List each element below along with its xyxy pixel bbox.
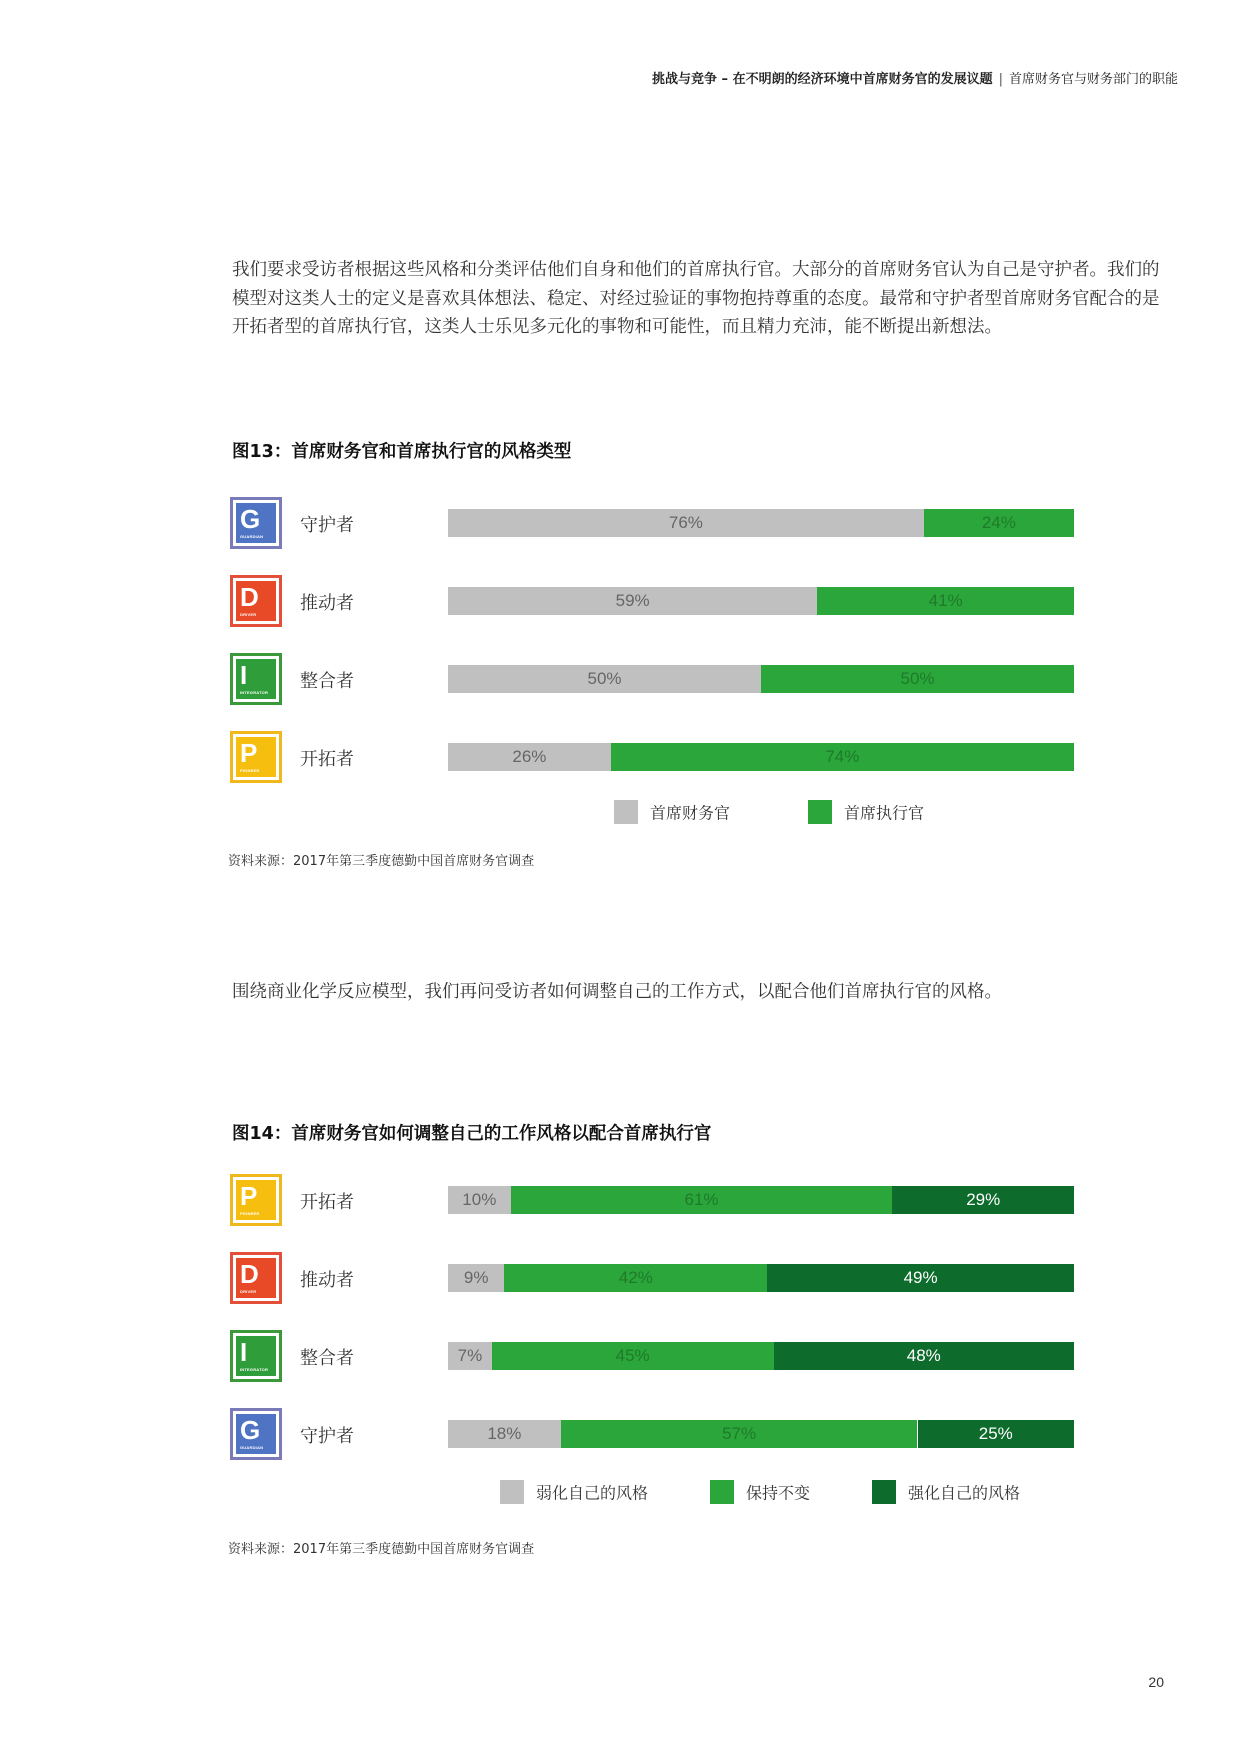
- legend-swatch: [710, 1480, 734, 1504]
- bar-segment: 76%: [448, 509, 924, 537]
- running-header: [652, 68, 1178, 87]
- legend-swatch: [808, 800, 832, 824]
- legend-item: [872, 1480, 1020, 1504]
- bar-segment: 74%: [611, 743, 1074, 771]
- chart-row: [230, 575, 1090, 633]
- bar-segment: 7%: [448, 1342, 492, 1370]
- category-label: 推动者: [300, 593, 354, 614]
- bar-segment: 29%: [892, 1186, 1074, 1214]
- legend-swatch: [500, 1480, 524, 1504]
- bar-segment: 41%: [817, 587, 1074, 615]
- stacked-bar: [448, 743, 1074, 771]
- legend-item: [808, 800, 924, 824]
- header-separator: |: [998, 72, 1003, 87]
- category-label: 守护者: [300, 515, 354, 536]
- legend-label: 保持不变: [746, 1483, 811, 1503]
- badge-fill: [236, 581, 276, 621]
- stacked-bar: [448, 509, 1074, 537]
- guardian-badge-icon: [230, 1408, 282, 1460]
- stacked-bar: [448, 1420, 1074, 1448]
- category-label: 整合者: [300, 1348, 354, 1369]
- bar-segment: 10%: [448, 1186, 511, 1214]
- badge-letter: I: [240, 660, 248, 690]
- badge-fill: [236, 737, 276, 777]
- bar-segment: 25%: [918, 1420, 1075, 1448]
- badge-word: PIONEER: [240, 768, 260, 773]
- badge-letter: I: [240, 1337, 248, 1367]
- badge-word: GUARDIAN: [240, 1445, 264, 1450]
- bar-segment: 26%: [448, 743, 611, 771]
- badge-letter: P: [240, 1181, 258, 1211]
- guardian-badge-icon: [230, 497, 282, 549]
- badge-fill: [236, 1336, 276, 1376]
- legend-label: 强化自己的风格: [908, 1483, 1021, 1503]
- figure-13-source: 资料来源：2017年第三季度德勤中国首席财务官调查: [228, 854, 535, 869]
- pioneer-badge-icon: [230, 731, 282, 783]
- figure-13-title: 图13：首席财务官和首席执行官的风格类型: [232, 442, 572, 462]
- legend-label: 弱化自己的风格: [536, 1483, 649, 1503]
- chart-row: [230, 1252, 1090, 1310]
- badge-letter: G: [240, 504, 261, 534]
- driver-badge-icon: [230, 1252, 282, 1304]
- badge-word: DRIVER: [240, 1289, 257, 1294]
- driver-badge-icon: [230, 575, 282, 627]
- stacked-bar: [448, 1342, 1074, 1370]
- badge-fill: [236, 1180, 276, 1220]
- legend-swatch: [614, 800, 638, 824]
- integrator-badge-icon: [230, 653, 282, 705]
- bar-segment: 24%: [924, 509, 1074, 537]
- bar-segment: 50%: [761, 665, 1074, 693]
- badge-fill: [236, 659, 276, 699]
- category-label: 开拓者: [300, 1192, 354, 1213]
- legend-item: [614, 800, 730, 824]
- legend-item: [710, 1480, 810, 1504]
- badge-letter: G: [240, 1415, 261, 1445]
- chart-row: [230, 653, 1090, 711]
- badge-letter: D: [240, 1259, 259, 1289]
- legend-swatch: [872, 1480, 896, 1504]
- badge-word: GUARDIAN: [240, 534, 264, 539]
- chart-row: [230, 497, 1090, 555]
- chart-row: [230, 731, 1090, 789]
- chart-row: [230, 1330, 1090, 1388]
- legend-item: [500, 1480, 648, 1504]
- bar-segment: 48%: [774, 1342, 1074, 1370]
- badge-letter: D: [240, 582, 259, 612]
- page-number: 20: [1148, 1674, 1164, 1690]
- bar-segment: 49%: [767, 1264, 1074, 1292]
- legend-label: 首席财务官: [650, 803, 731, 823]
- category-label: 守护者: [300, 1426, 354, 1447]
- bar-segment: 45%: [492, 1342, 774, 1370]
- category-label: 整合者: [300, 671, 354, 692]
- badge-word: DRIVER: [240, 612, 257, 617]
- bar-segment: 9%: [448, 1264, 504, 1292]
- middle-paragraph: 围绕商业化学反应模型，我们再问受访者如何调整自己的工作方式，以配合他们首席执行官的风格。: [232, 982, 1002, 1002]
- badge-word: PIONEER: [240, 1211, 260, 1216]
- badge-word: INTEGRATOR: [240, 1367, 269, 1372]
- bar-segment: 61%: [511, 1186, 893, 1214]
- chart-row: [230, 1174, 1090, 1232]
- badge-letter: P: [240, 738, 258, 768]
- pioneer-badge-icon: [230, 1174, 282, 1226]
- stacked-bar: [448, 1186, 1074, 1214]
- header-title: 挑战与竞争 – 在不明朗的经济环境中首席财务官的发展议题: [652, 72, 993, 87]
- bar-segment: 57%: [561, 1420, 918, 1448]
- category-label: 开拓者: [300, 749, 354, 770]
- badge-fill: [236, 1258, 276, 1298]
- category-label: 推动者: [300, 1270, 354, 1291]
- badge-fill: [236, 503, 276, 543]
- stacked-bar: [448, 587, 1074, 615]
- header-section: 首席财务官与财务部门的职能: [1008, 72, 1178, 87]
- intro-paragraph: 我们要求受访者根据这些风格和分类评估他们自身和他们的首席执行官。大部分的首席财务官认为自己是守护者。我们的模型对这类人士的定义是喜欢具体想法、稳定、对经过验证的事物抱持尊重的态度。最常和守护者型首席财务官配合的是开拓者型的首席执行官，这类人士乐见多元化的事物和可能性，而且精力充沛，能不断提出新想法。: [232, 260, 1160, 337]
- bar-segment: 42%: [504, 1264, 767, 1292]
- bar-segment: 50%: [448, 665, 761, 693]
- figure-14-source: 资料来源：2017年第三季度德勤中国首席财务官调查: [228, 1542, 535, 1557]
- bar-segment: 59%: [448, 587, 817, 615]
- stacked-bar: [448, 665, 1074, 693]
- bar-segment: 18%: [448, 1420, 561, 1448]
- badge-word: INTEGRATOR: [240, 690, 269, 695]
- integrator-badge-icon: [230, 1330, 282, 1382]
- legend-label: 首席执行官: [844, 803, 925, 823]
- figure-14-title: 图14：首席财务官如何调整自己的工作风格以配合首席执行官: [232, 1124, 712, 1144]
- badge-fill: [236, 1414, 276, 1454]
- chart-row: [230, 1408, 1090, 1466]
- stacked-bar: [448, 1264, 1074, 1292]
